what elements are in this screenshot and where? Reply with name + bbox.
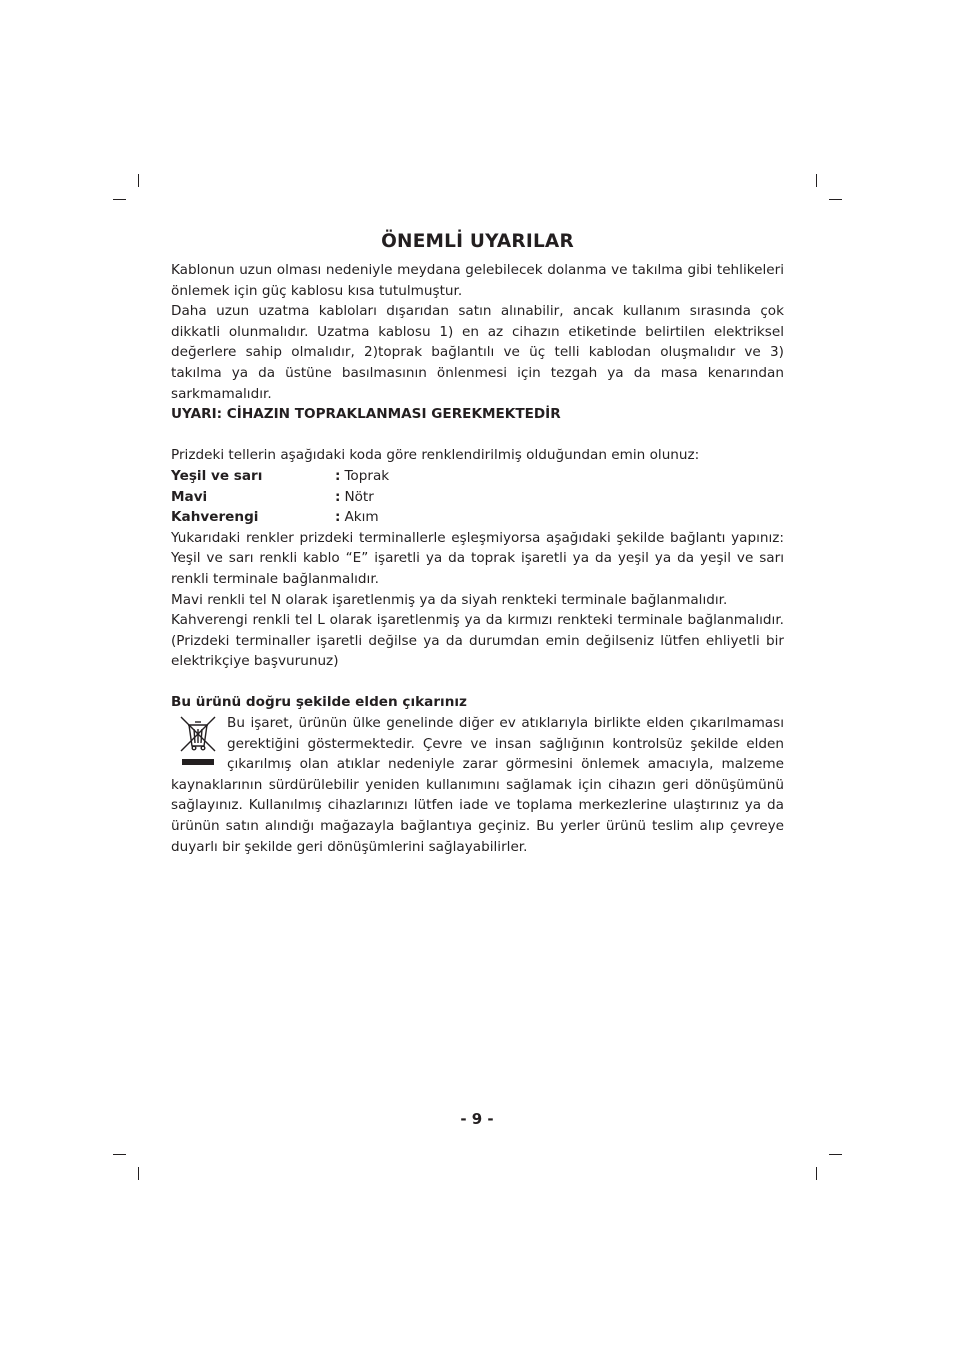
instruction-paragraph-1: Yukarıdaki renkler prizdeki terminallerle eşleşmiyorsa aşağıdaki şekilde bağlantı yapınız: Yeşil ve sarı renkli kablo “E” işaretli ya da toprak işaretli ya da yeşil ya da yeşil ve sarı renkli terminale bağlanmalıdır. (171, 529, 784, 587)
disposal-section (171, 713, 784, 857)
weee-crossed-bin-icon (175, 713, 221, 771)
disposal-heading: Bu ürünü doğru şekilde elden çıkarınız (171, 694, 467, 711)
spacer (171, 425, 784, 446)
crop-mark-bottom-left-h (113, 1154, 126, 1155)
wire-row-neutral (171, 487, 784, 508)
intro-paragraph-1: Kablonun uzun olması nedeniyle meydana gelebilecek dolanma ve takılma gibi tehlikeleri önlemek için güç kablosu kısa tutulmuştur. (171, 262, 784, 299)
instruction-paragraph-2: Mavi renkli tel N olarak işaretlenmiş ya da siyah renkteki terminale bağlanmalıdır. (171, 591, 728, 608)
wire-meaning: Toprak (344, 467, 390, 484)
crop-mark-top-right-v (816, 174, 817, 187)
wire-color: Kahverengi (171, 509, 259, 526)
wire-meaning: Nötr (344, 488, 374, 505)
grounding-warning: UYARI: CİHAZIN TOPRAKLANMASI GEREKMEKTEDİR (171, 406, 561, 423)
wire-color: Mavi (171, 488, 208, 505)
wire-meaning: Akım (344, 509, 379, 526)
page-content (171, 230, 784, 857)
instruction-paragraph-3: Kahverengi renkli tel L olarak işaretlenmiş ya da kırmızı renkteki terminale bağlanmalıdır. (Prizdeki terminaller işaretli değilse ya da durumdan emin değilseniz lütfen ehliyetli bir elektrikçiye başvurunuz) (171, 612, 784, 670)
crop-mark-bottom-left-v (138, 1167, 139, 1180)
crop-mark-top-left-v (138, 174, 139, 187)
wire-sep: : (335, 509, 341, 526)
wire-row-live (171, 507, 784, 528)
wire-color: Yeşil ve sarı (171, 467, 263, 484)
wire-sep: : (335, 467, 341, 484)
page-number: - 9 - (460, 1110, 494, 1128)
disposal-text: Bu işaret, ürünün ülke genelinde diğer ev atıklarıyla birlikte elden çıkarılmaması gerektiğini göstermektedir. Çevre ve insan sağlığının kontrolsüz şekilde elden çıkarılmış olan atıklar nedeniyle zarar görmesini önlemek amacıyla, malzeme kaynaklarının sürdürülebilir yeniden kullanımını sağlamak için cihazın geri dönüşümünü sağlayınız. Kullanılmış cihazlarınızı lütfen iade ve toplama merkezlerine ulaştırınız ya da ürünün satın alındığı mağazayla bağlantıya geçiniz. Bu yerler ürünü teslim alıp çevreye duyarlı bir şekilde geri dönüşümlerini sağlayabilirler. (171, 715, 784, 855)
intro-paragraph-2: Daha uzun uzatma kabloları dışarıdan satın alınabilir, ancak kullanım sırasında çok dikkatli olunmalıdır. Uzatma kablosu 1) en az cihazın etiketinde belirtilen elektriksel değerlere sahip olmalıdır, 2)toprak bağlantılı ve üç telli kablodan oluşmalıdır ve 3) takılma ya da üstüne basılmasının önlenmesi için tezgah ya da masa kenarından sarkmamalıdır. (171, 303, 784, 402)
wire-sep: : (335, 488, 341, 505)
wires-intro: Prizdeki tellerin aşağıdaki koda göre renklendirilmiş olduğundan emin olunuz: (171, 447, 700, 464)
crop-mark-bottom-right-h (829, 1154, 842, 1155)
crop-mark-top-left-h (113, 199, 126, 200)
crop-mark-top-right-h (829, 199, 842, 200)
spacer (171, 672, 784, 693)
crop-mark-bottom-right-v (816, 1167, 817, 1180)
wire-row-earth (171, 466, 784, 487)
page-title: ÖNEMLİ UYARILAR (381, 231, 574, 252)
